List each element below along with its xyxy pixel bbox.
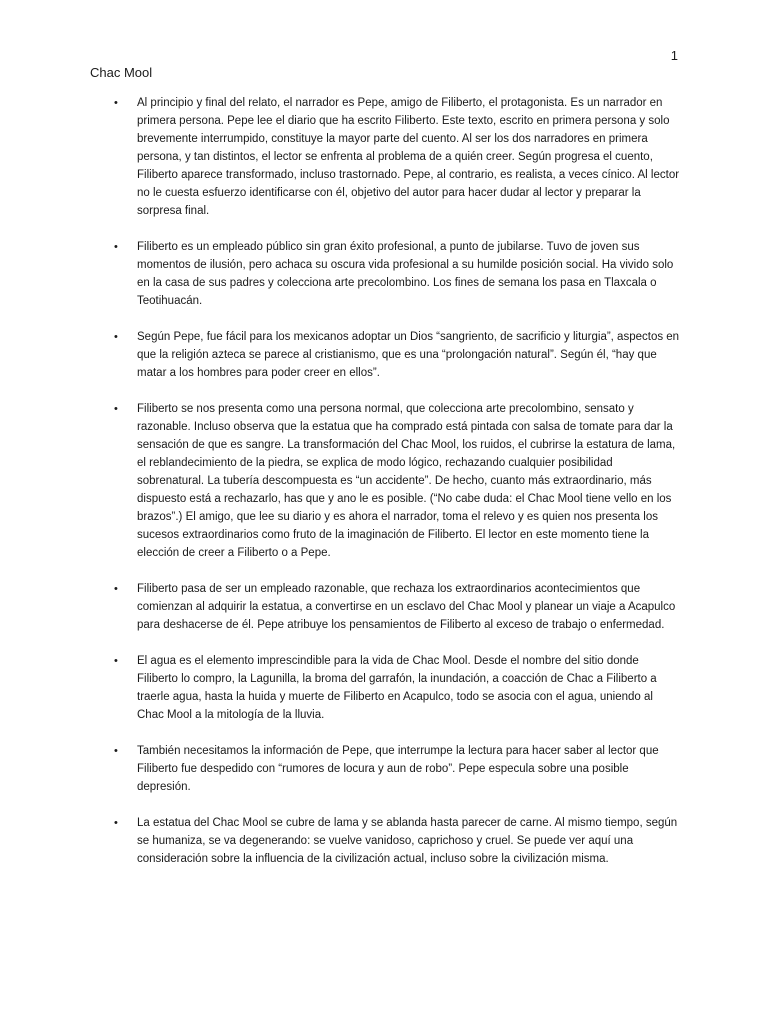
- bullet-text: Al principio y final del relato, el narrador es Pepe, amigo de Filiberto, el protagonista. Es un narrador en primera persona. Pepe lee el diario que ha escrito Filiberto. Este texto, escrito en primera persona y solo brevemente interrumpido, constituye la mayor parte del cuento. Al ser los dos narradores en primera persona, y tan distintos, el lector se enfrenta al problema de a quién creer. Según progresa el cuento, Filiberto aparece transformado, incluso trastornado. Pepe, al contrario, es realista, a veces cínico. Al lector no le cuesta esfuerzo identificarse con él, objetivo del autor para hacer dudar al lector y preparar la sorpresa final.: [137, 97, 680, 217]
- bullet-text: La estatua del Chac Mool se cubre de lama y se ablanda hasta parecer de carne. Al mismo tiempo, según se humaniza, se va degenerando: se vuelve vanidoso, caprichoso y cruel. Se puede ver aquí una consideración sobre la influencia de la civilización actual, incluso sobre la civilización misma.: [137, 817, 678, 865]
- bullet-marker: •: [114, 403, 118, 415]
- bullet-item-pepe-info: [90, 742, 682, 796]
- bullet-text: Filiberto pasa de ser un empleado razonable, que rechaza los extraordinarios acontecimientos que comienzan al adquirir la estatua, a convertirse en un esclavo del Chac Mool y planear un viaje a Acapulco para deshacerse de él. Pepe atribuye los pensamientos de Filiberto al exceso de trabajo o enfermedad.: [137, 583, 676, 631]
- bullet-marker: •: [114, 655, 118, 667]
- bullet-marker: •: [114, 745, 118, 757]
- bullet-item-statue-degeneration: [90, 814, 682, 868]
- page-number: 1: [670, 48, 678, 63]
- bullet-text: Filiberto se nos presenta como una persona normal, que colecciona arte precolombino, sensato y razonable. Incluso observa que la estatua que ha comprado está pintada con salsa de tomate para dar la sensación de que es sangre. La transformación del Chac Mool, los ruidos, el cubrirse la estatura de lama, el reblandecimiento de la piedra, se explica de modo lógico, rechazando cualquier posibilidad sobrenatural. La tubería descompuesta es “un accidente”. De hecho, cuanto más extraordinario, más dispuesto está a rechazarlo, has que y ano le es posible. (“No cabe duda: el Chac Mool tiene vello en los brazos”.) El amigo, que lee su diario y es ahora el narrador, toma el relevo y es quien nos presenta los sucesos extraordinarios como fruto de la imaginación de Filiberto. El lector en este momento tiene la elección de creer a Filiberto o a Pepe.: [137, 403, 676, 559]
- bullet-item-narrators: [90, 94, 682, 220]
- bullet-item-filiberto-profile: [90, 238, 682, 310]
- bullet-text: El agua es el elemento imprescindible para la vida de Chac Mool. Desde el nombre del sitio donde Filiberto lo compro, la Lagunilla, la broma del garrafón, la inundación, a coacción de Chac a Filiberto a traerle agua, hasta la huida y muerte de Filiberto en Acapulco, todo se asocia con el agua, uniendo al Chac Mool a la mitología de la lluvia.: [137, 655, 657, 721]
- bullet-text: Según Pepe, fue fácil para los mexicanos adoptar un Dios “sangriento, de sacrificio y liturgia”, aspectos en que la religión azteca se parece al cristianismo, que es una “prolongación natural”. Según él, “hay que matar a los hombres para poder creer en ellos”.: [137, 331, 680, 379]
- document-title: Chac Mool: [90, 65, 153, 80]
- bullet-list: [90, 94, 682, 886]
- bullet-item-rational-filiberto: [90, 400, 682, 562]
- bullet-item-water: [90, 652, 682, 724]
- bullet-marker: •: [114, 241, 118, 253]
- bullet-item-religion: [90, 328, 682, 382]
- bullet-marker: •: [114, 331, 118, 343]
- bullet-marker: •: [114, 817, 118, 829]
- bullet-text: También necesitamos la información de Pepe, que interrumpe la lectura para hacer saber al lector que Filiberto fue despedido con “rumores de locura y aun de robo”. Pepe especula sobre una posible depresión.: [137, 745, 659, 793]
- bullet-text: Filiberto es un empleado público sin gran éxito profesional, a punto de jubilarse. Tuvo de joven sus momentos de ilusión, pero achaca su oscura vida profesional a su humilde posición social. Ha vivido solo en la casa de sus padres y colecciona arte precolombino. Los fines de semana los pasa en Tlaxcala o Teotihuacán.: [137, 241, 674, 307]
- bullet-marker: •: [114, 97, 118, 109]
- bullet-item-transformation: [90, 580, 682, 634]
- bullet-marker: •: [114, 583, 118, 595]
